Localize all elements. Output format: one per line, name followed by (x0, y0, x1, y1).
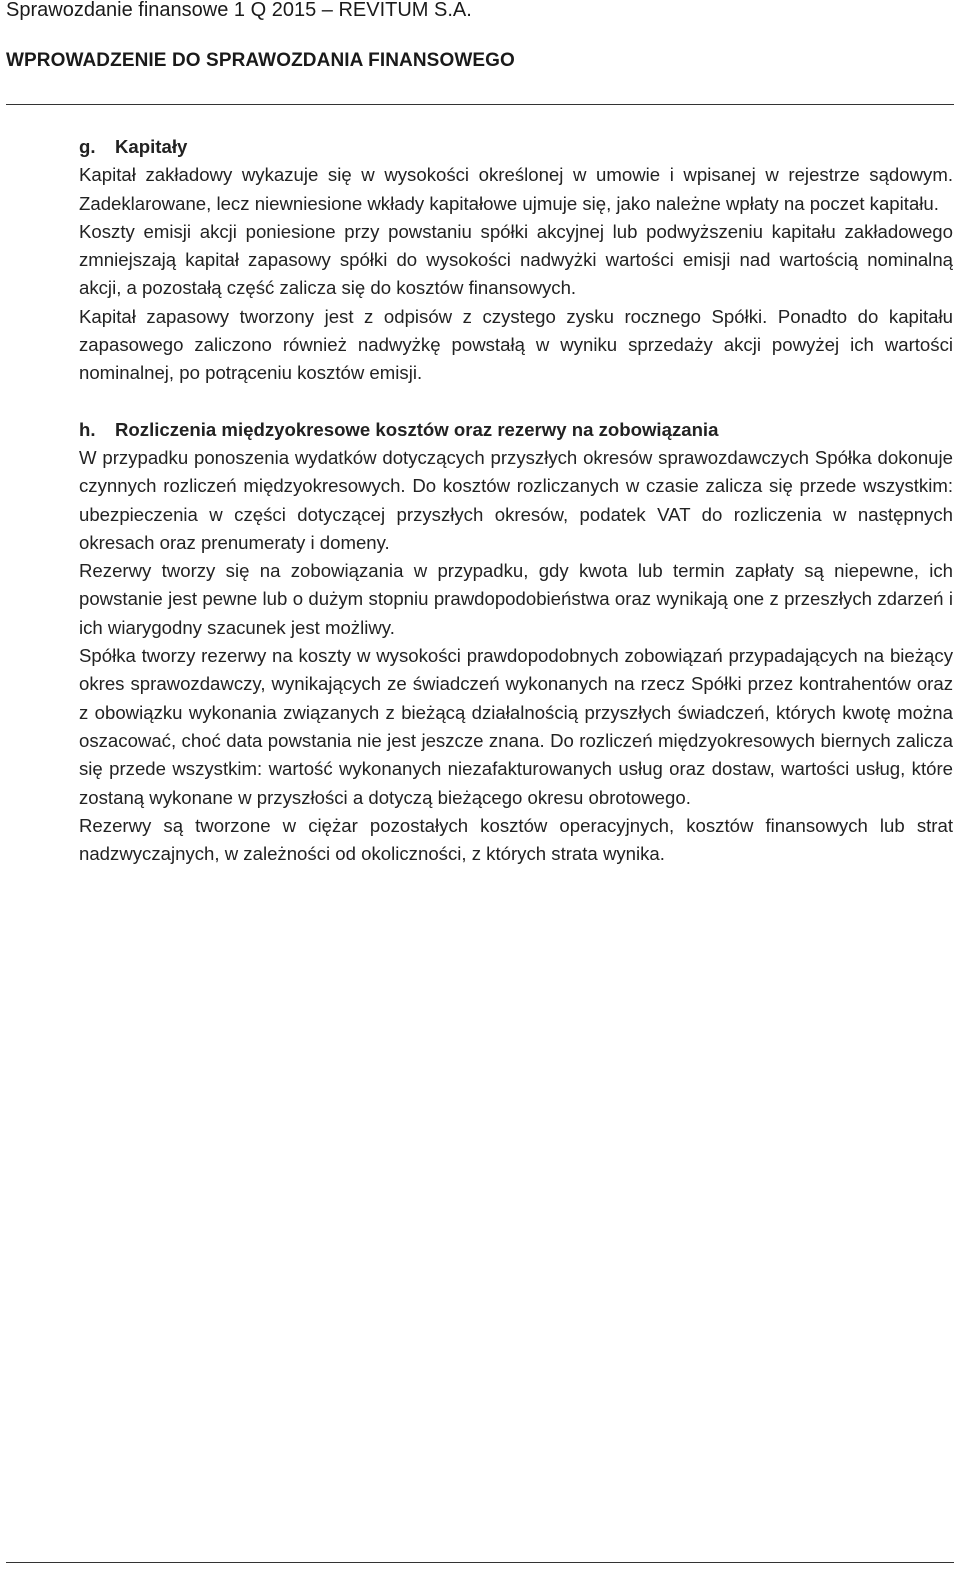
paragraph: W przypadku ponoszenia wydatków dotyczących przyszłych okresów sprawozdawczych Spółka dokonuje czynnych rozliczeń międzyokresowych. Do kosztów rozliczanych w czasie zalicza się przede wszystkim: ubezpieczenia w części dotyczącej przyszłych okresów, podatek VAT do rozliczenia w następnych okresach oraz prenumeraty i domeny. (79, 446, 953, 553)
section-letter: h. (79, 418, 96, 440)
section-letter: g. (79, 136, 96, 157)
paragraph: Kapitał zapasowy tworzony jest z odpisów z czystego zysku rocznego Spółki. Ponadto do kapitału zapasowego zaliczono również nadwyżkę powstałą w wyniku sprzedaży akcji powyżej ich wartości nominalnej, po potrąceniu kosztów emisji. (79, 305, 953, 384)
section-accruals-provisions (79, 416, 953, 869)
footer-divider (6, 1562, 954, 1563)
section-title: Rozliczenia międzyokresowe kosztów oraz rezerwy na zobowiązania (115, 418, 719, 440)
header-divider (6, 104, 954, 105)
paragraph: Kapitał zakładowy wykazuje się w wysokości określonej w umowie i wpisanej w rejestrze sądowym. Zadeklarowane, lecz niewniesione wkłady kapitałowe ujmuje się, jako należne wpłaty na poczet kapitału. (79, 164, 953, 214)
document-body (79, 133, 953, 868)
section-heading (79, 416, 953, 444)
section-title: Kapitały (115, 136, 188, 157)
paragraph: Spółka tworzy rezerwy na koszty w wysokości prawdopodobnych zobowiązań przypadających na bieżący okres sprawozdawczy, wynikających ze świadczeń wykonanych na rzecz Spółki przez kontrahentów oraz z obowiązku wykonania związanych z bieżącą działalnością przyszłych świadczeń, których kwotę można oszacować, choć data powstania nie jest jeszcze znana. Do rozliczeń międzyokresowych biernych zalicza się przede wszystkim: wartość wykonanych niezafakturowanych usług oraz dostaw, wartości usług, które zostaną wykonane w przyszłości a dotyczą bieżącego okresu obrotowego. (79, 645, 953, 808)
document-title: Sprawozdanie finansowe 1 Q 2015 – REVITUM S.A. (6, 0, 472, 21)
paragraph: Rezerwy są tworzone w ciężar pozostałych kosztów operacyjnych, kosztów finansowych lub strat nadzwyczajnych, w zależności od okoliczności, z których strata wynika. (79, 814, 953, 865)
section-heading (79, 133, 953, 161)
paragraph: Koszty emisji akcji poniesione przy powstaniu spółki akcyjnej lub podwyższeniu kapitału zakładowego zmniejszają kapitał zapasowy spółki do wysokości nadwyżki wartości emisji nad wartością nominalną akcji, a pozostałą część zalicza się do kosztów finansowych. (79, 220, 953, 299)
paragraph: Rezerwy tworzy się na zobowiązania w przypadku, gdy kwota lub termin zapłaty są niepewne, ich powstanie jest pewne lub o dużym stopniu prawdopodobieństwa oraz wynikają one z przeszłych zdarzeń i ich wiarygodny szacunek jest możliwy. (79, 560, 953, 638)
page-header (6, 0, 954, 73)
document-subtitle: WPROWADZENIE DO SPRAWOZDANIA FINANSOWEGO (6, 50, 515, 71)
section-capital (79, 133, 953, 388)
